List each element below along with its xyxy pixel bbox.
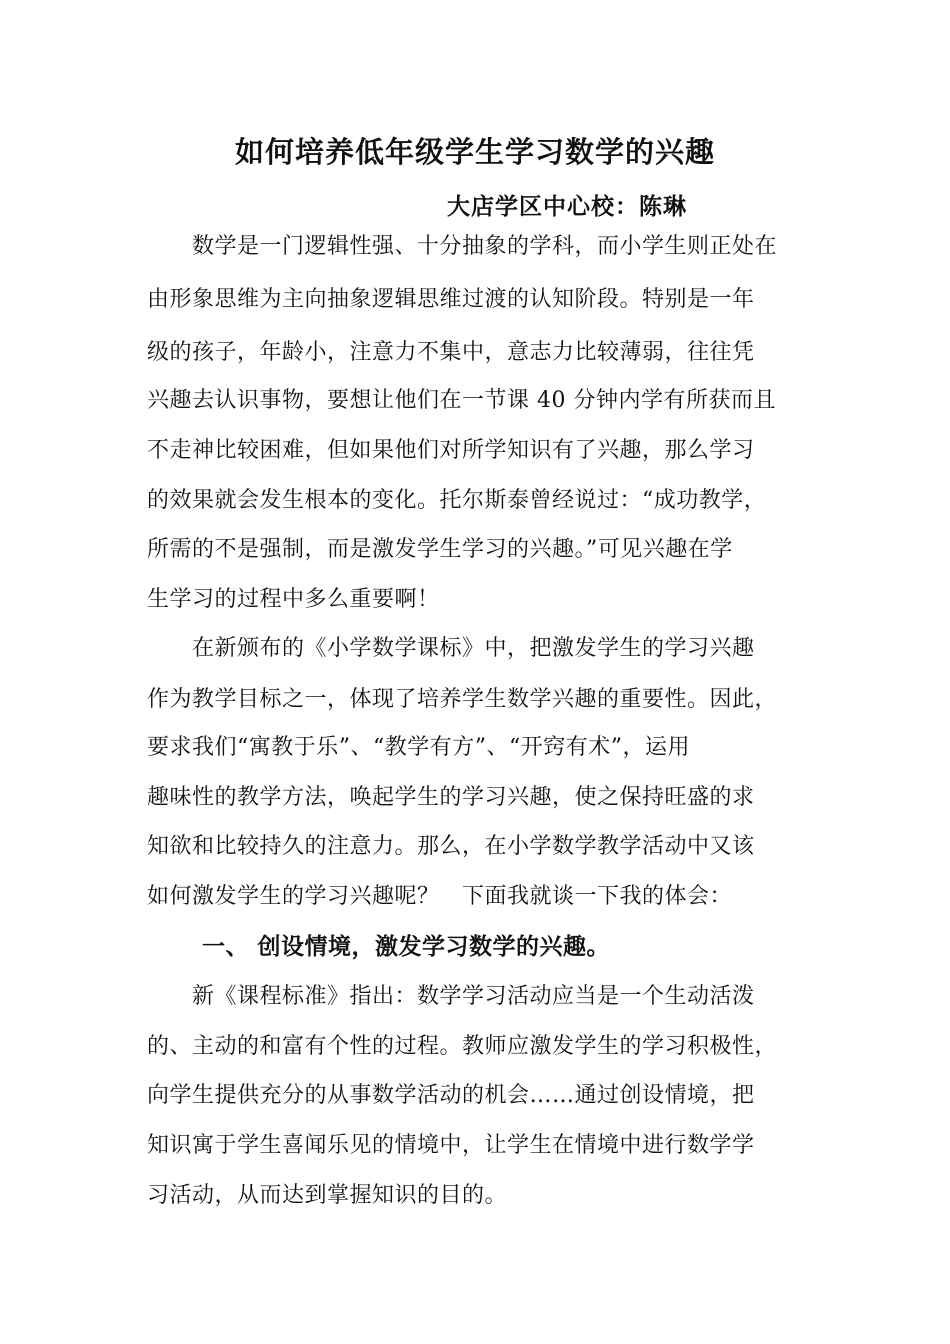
paragraph-line: 不走神比较困难，但如果他们对所学知识有了兴趣，那么学习 xyxy=(147,438,755,463)
paragraph-line: 由形象思维为主向抽象逻辑思维过渡的认知阶段。特别是一年 xyxy=(147,287,755,312)
paragraph-line: 知欲和比较持久的注意力。那么，在小学数学教学活动中又该 xyxy=(147,834,755,859)
paragraph-line: 的、主动的和富有个性的过程。教师应激发学生的学习积极性， xyxy=(147,1034,778,1059)
document-title: 如何培养低年级学生学习数学的兴趣 xyxy=(234,135,715,169)
paragraph-line: 在新颁布的《小学数学课标》中，把激发学生的学习兴趣 xyxy=(147,636,755,661)
paragraph-line: 生学习的过程中多么重要啊！ xyxy=(147,587,440,612)
paragraph-line: 趣味性的教学方法，唤起学生的学习兴趣，使之保持旺盛的求 xyxy=(147,785,755,810)
paragraph-line: 数学是一门逻辑性强、十分抽象的学科，而小学生则正处在 xyxy=(147,234,778,259)
section-heading: 一、 创设情境，激发学习数学的兴趣。 xyxy=(202,933,611,960)
paragraph-line: 新《课程标准》指出：数学学习活动应当是一个生动活泼 xyxy=(147,984,755,1009)
paragraph-line: 作为教学目标之一，体现了培养学生数学兴趣的重要性。因此， xyxy=(147,687,778,712)
paragraph-line: 习活动，从而达到掌握知识的目的。 xyxy=(147,1183,508,1208)
paragraph-line: 级的孩子，年龄小，注意力不集中，意志力比较薄弱，往往凭 xyxy=(147,340,755,365)
paragraph-line: 要求我们“寓教于乐”、“教学有方”、“开窍有术”，运用 xyxy=(147,735,690,760)
paragraph-line: 兴趣去认识事物，要想让他们在一节课 40 分钟内学有所获而且 xyxy=(147,388,776,413)
paragraph-line: 如何激发学生的学习兴趣呢？ 下面我就谈一下我的体会： xyxy=(147,884,733,909)
document-author: 大店学区中心校：陈琳 xyxy=(447,193,687,220)
paragraph-line: 知识寓于学生喜闻乐见的情境中，让学生在情境中进行数学学 xyxy=(147,1133,755,1158)
paragraph-line: 向学生提供充分的从事数学活动的机会……通过创设情境，把 xyxy=(147,1083,755,1108)
paragraph-line: 所需的不是强制，而是激发学生学习的兴趣。”可见兴趣在学 xyxy=(147,537,733,562)
paragraph-line: 的效果就会发生根本的变化。托尔斯泰曾经说过：“成功教学， xyxy=(147,488,767,513)
